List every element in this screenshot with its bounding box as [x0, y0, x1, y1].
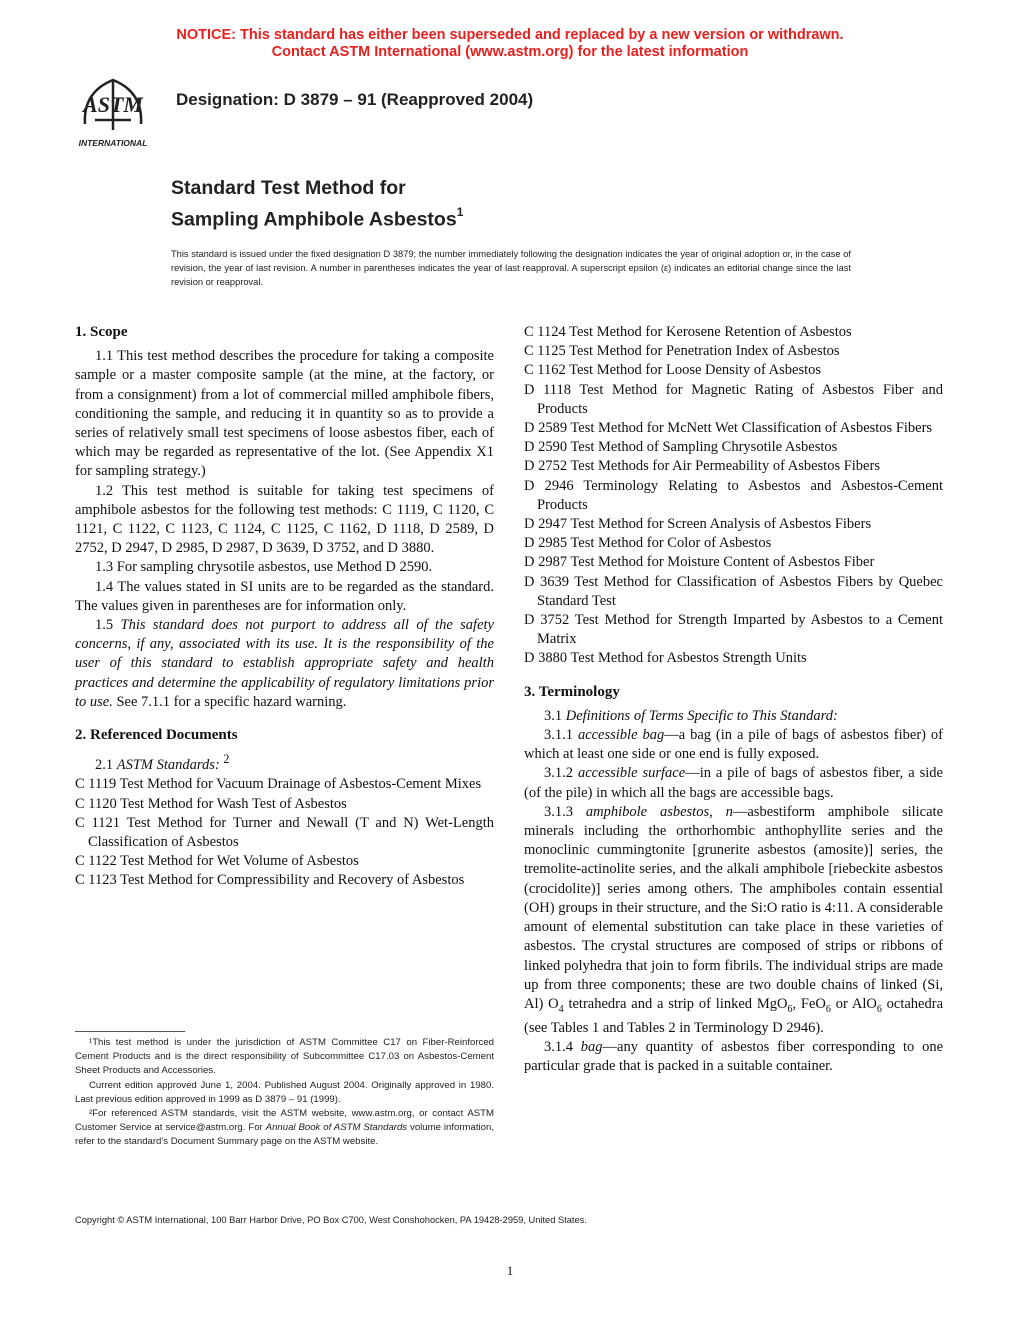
document-title [171, 175, 463, 233]
reference-list-left [75, 775, 494, 890]
designation: Designation: D 3879 – 91 (Reapproved 2004) [176, 90, 534, 109]
para-1-2: 1.2 This test method is suitable for taking test specimens of amphibole asbestos for the following test methods: C 1119, C 1120, C 1121, C 1122, C 1123, C 1124, C 1125, C 1162, D 1118, D 2589, D 2752, D 2947, D 2985, D 2987, D 3639, D 3752, and D 3880. [75, 482, 494, 557]
astm-logo [65, 72, 161, 150]
footnote-1: ¹This test method is under the jurisdiction of ASTM Committee C17 on Fiber-Reinforced Cement Products and is the direct responsibility of Subcommittee C17.03 on Asbestos-Cement Sheet Products and Accessories. [75, 1037, 494, 1077]
footnote-rule [75, 1031, 185, 1032]
para-1-4: 1.4 The values stated in SI units are to be regarded as the standard. The values given in parentheses are for information only. [75, 578, 494, 614]
reference-item: C 1123 Test Method for Compressibility and Recovery of Asbestos [75, 872, 465, 889]
reference-item: D 1118 Test Method for Magnetic Rating of Asbestos Fiber and Products [524, 381, 943, 417]
right-column [524, 323, 943, 1077]
reference-item: D 3752 Test Method for Strength Imparted by Asbestos to a Cement Matrix [524, 612, 943, 648]
para-3-1-3: 3.1.3 amphibole asbestos, n—asbestiform amphibole silicate minerals including the orthorhombic anthophyllite series and the monoclinic cummingtonite [grunerite asbestos (amosite)] series, the tremolite-actinolite series, and the alkali amphibole [riebeckite asbestos (crocidolite)] series among others. The amphiboles contain essential (OH) groups in their structure, and the Si:O ratio is 4:11. A considerable amount of elemental substitution can take place in these varieties of asbestos. The crystal structures are composed of strips or ribbons of linked polyhedra that join to form fibrils. The individual strips are made up from three components; these are two double chains of linked (Si, Al) $O_4$ tetrahedra and a strip of linked MgO$_6$, FeO$_6$ or AlO$_6$ octahedra (see Tables 1 and Tables 2 in Terminology D 2946). [524, 803, 944, 1036]
reference-item: D 2752 Test Methods for Air Permeability of Asbestos Fibers [524, 458, 880, 475]
footnotes [75, 1031, 494, 1150]
para-3-1: 3.1 Definitions of Terms Specific to This Standard: [544, 707, 838, 724]
section-heading-terminology: 3. Terminology [524, 683, 620, 700]
para-1-1: 1.1 This test method describes the procedure for taking a composite sample or a master composite sample (at the mine, at the factory, or from a consignment) from a lot of commercial milled amphibole fibers, conditioning the sample, and reducing it in quantity so as to provide a series of relatively small test specimens of loose asbestos fiber, each of which may be regarded as representative of the lot. (See Appendix X1 for sampling strategy.) [75, 348, 494, 480]
reference-item: C 1122 Test Method for Wet Volume of Asbestos [75, 853, 359, 870]
section-heading-referenced: 2. Referenced Documents [75, 727, 238, 744]
copyright: Copyright © ASTM International, 100 Barr Harbor Drive, PO Box C700, West Conshohocken, PA 19428-2959, United States. [75, 1215, 587, 1225]
svg-text:INTERNATIONAL: INTERNATIONAL [78, 138, 148, 148]
reference-item: D 3880 Test Method for Asbestos Strength Units [524, 650, 807, 667]
title-line-2: Sampling Amphibole Asbestos$^1$ [171, 205, 464, 231]
section-heading-scope: 1. Scope [75, 324, 128, 340]
footnote-1b: Current edition approved June 1, 2004. Published August 2004. Originally approved in 1980. Last previous edition approved in 1999 as D 3879 – 91 (1999). [75, 1079, 494, 1105]
reference-item: D 3639 Test Method for Classification of Asbestos Fibers by Quebec Standard Test [524, 573, 943, 609]
notice-banner [0, 27, 1020, 61]
title-line-1: Standard Test Method for [171, 177, 406, 199]
notice-line-2: Contact ASTM International (www.astm.org) for the latest information [271, 44, 749, 60]
page-number: 1 [506, 1263, 514, 1278]
notice-line-1: NOTICE: This standard has either been superseded and replaced by a new version or withdrawn. [176, 27, 844, 43]
para-3-1-2: 3.1.2 accessible surface—in a pile of bags of asbestos fiber, a side (of the pile) in which all the bags are accessible bags. [524, 765, 943, 801]
reference-item: C 1125 Test Method for Penetration Index of Asbestos [524, 343, 840, 360]
reference-item: C 1162 Test Method for Loose Density of Asbestos [524, 362, 822, 379]
reference-item: D 2947 Test Method for Screen Analysis of Asbestos Fibers [524, 516, 872, 533]
title-footnote-mark: 1 [456, 205, 464, 219]
reference-item: D 2589 Test Method for McNett Wet Classification of Asbestos Fibers [524, 420, 933, 437]
reference-item: D 2985 Test Method for Color of Asbestos [524, 535, 772, 552]
reference-item: D 2590 Test Method of Sampling Chrysotile Asbestos [524, 439, 838, 456]
reference-item: C 1119 Test Method for Vacuum Drainage of Asbestos-Cement Mixes [75, 776, 482, 793]
left-column [75, 323, 494, 891]
reference-item: C 1124 Test Method for Kerosene Retention of Asbestos [524, 324, 852, 340]
footnote-2: ²For referenced ASTM standards, visit the ASTM website, www.astm.org, or contact ASTM Customer Service at service@astm.org. For Annual Book of ASTM Standards volume information, refer to the standard's Document Summary page on the ASTM website. [75, 1108, 494, 1148]
reference-list-right [524, 323, 943, 669]
reference-item: D 2987 Test Method for Moisture Content of Asbestos Fiber [524, 554, 875, 571]
issue-note: This standard is issued under the fixed designation D 3879; the number immediately following the designation indicates the year of original adoption or, in the case of revision, the year of last revision. A number in parentheses indicates the year of last reapproval. A superscript epsilon (ε) indicates an editorial change since the last revision or reapproval. [171, 249, 851, 287]
para-1-3: 1.3 For sampling chrysotile asbestos, use Method D 2590. [95, 559, 433, 576]
para-2-1: 2.1 ASTM Standards: $^2$ [95, 752, 230, 774]
reference-item: D 2946 Terminology Relating to Asbestos and Asbestos-Cement Products [524, 477, 943, 513]
para-3-1-4: 3.1.4 bag—any quantity of asbestos fiber corresponding to one particular grade that is packed in a suitable container. [524, 1039, 943, 1075]
reference-item: C 1120 Test Method for Wash Test of Asbestos [75, 795, 347, 812]
svg-text:ASTM: ASTM [83, 92, 143, 117]
para-1-5: 1.5 This standard does not purport to address all of the safety concerns, if any, associated with its use. It is the responsibility of the user of this standard to establish appropriate safety and health practices and determine the applicability of regulatory limitations prior to use. See 7.1.1 for a specific hazard warning. [75, 617, 494, 710]
reference-item: C 1121 Test Method for Turner and Newall (T and N) Wet-Length Classification of Asbestos [75, 814, 494, 850]
para-3-1-1: 3.1.1 accessible bag—a bag (in a pile of bags of asbestos fiber) of which at least one side or one end is fully exposed. [524, 727, 943, 763]
